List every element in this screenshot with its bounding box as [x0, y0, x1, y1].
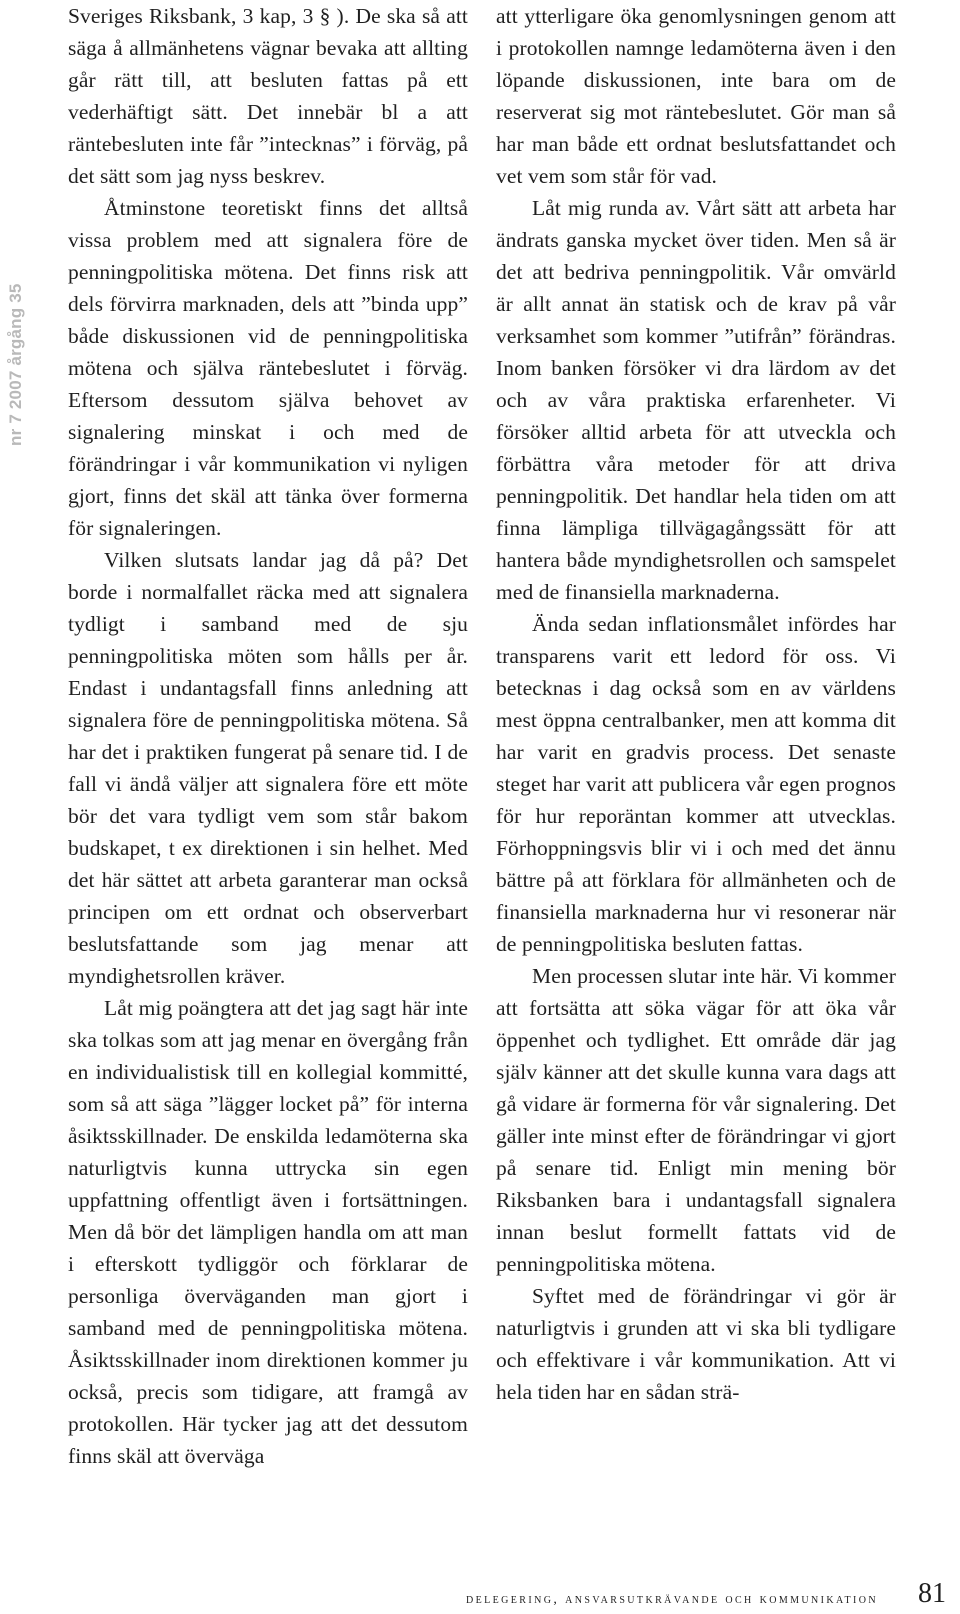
right-text-column	[496, 0, 896, 1408]
body-paragraph: Låt mig runda av. Vårt sätt att arbeta har ändrats ganska mycket över tiden. Men så är det att bedriva penningpolitik. Vår omvärld är allt annat än statisk och de krav på vår verksamhet som kommer ”utifrån” förändras. Inom banken försöker vi dra lärdom av det och av våra praktiska erfarenheter. Vi försöker alltid arbeta för att utveckla och förbättra våra metoder för att driva penningpolitik. Det handlar hela tiden om att finna lämpliga tillvägagångssätt för att hantera både myndighetsrollen och samspelet med de finansiella marknaderna.	[496, 196, 896, 604]
page-number: 81	[918, 1578, 946, 1609]
body-paragraph: Vilken slutsats landar jag då på? Det borde i normalfallet räcka med att signalera tydligt i samband med de sju penningpolitiska möten som hålls per år. Endast i undantagsfall finns anledning att signalera före de penningpolitiska mötena. Så har det i praktiken fungerat på senare tid. I de fall vi ändå väljer att signalera före ett möte bör det vara tydligt vem som står bakom budskapet, t ex direktionen i sin helhet. Med det här sättet att arbeta garanterar man också principen om ett ordnat och observerbart beslutsfattande som jag menar att myndighetsrollen kräver.	[68, 548, 468, 988]
journal-issue-label: nr 7 2007 årgång 35	[6, 283, 25, 447]
running-title: delegering, ansvarsutkrävande och kommunikation	[466, 1592, 878, 1607]
body-paragraph: Syftet med de förändringar vi gör är naturligtvis i grunden att vi ska bli tydligare och effektivare i vår kommunikation. Att vi hela tiden har en sådan strä-	[496, 1284, 896, 1404]
body-paragraph: Ända sedan inflationsmålet infördes har transparens varit ett ledord för oss. Vi betecknas i dag också som en av världens mest öppna centralbanker, men att komma dit har varit en gradvis process. Det senaste steget har varit att publicera vår egen prognos för hur reporäntan kommer att utvecklas. Förhoppningsvis blir vi i och med det ännu bättre på att förklara för allmänheten och de finansiella marknaderna hur vi resonerar när de penningpolitiska besluten fattas.	[496, 612, 896, 956]
body-paragraph: Åtminstone teoretiskt finns det alltså vissa problem med att signalera före de penningpolitiska mötena. Det finns risk att dels förvirra marknaden, dels att ”binda upp” både diskussionen vid de penningpolitiska mötena och själva räntebeslutet i förväg. Eftersom dessutom själva behovet av signalering minskat i och med de förändringar i vår kommunikation vi nyligen gjort, finns det skäl att tänka över formerna för signaleringen.	[68, 196, 468, 540]
body-paragraph: Sveriges Riksbank, 3 kap, 3 § ). De ska så att säga å allmänhetens vägnar bevaka att allting går rätt till, att besluten fattas på ett vederhäftigt sätt. Det innebär bl a att räntebesluten inte får ”intecknas” i förväg, på det sätt som jag nyss beskrev.	[68, 4, 468, 188]
page-footer	[0, 1578, 960, 1614]
left-text-column	[68, 0, 468, 1472]
body-paragraph: att ytterligare öka genomlysningen genom att i protokollen namnge ledamöterna även i den löpande diskussionen, inte bara om de reserverat sig mot räntebeslutet. Gör man så har man både ett ordnat beslutsfattandet och vet vem som står för vad.	[496, 4, 896, 188]
body-paragraph: Låt mig poängtera att det jag sagt här inte ska tolkas som att jag menar en övergång från en individualistisk till en kollegial kommitté, som så att säga ”lägger locket på” för interna åsiktsskillnader. De enskilda ledamöterna ska naturligtvis kunna uttrycka sin egen uppfattning offentligt även i fortsättningen. Men då bör det lämpligen handla om att man i efterskott tydliggör och förklarar de personliga överväganden man gjort i samband med de penningpolitiska mötena. Åsiktsskillnader inom direktionen kommer ju också, precis som tidigare, att framgå av protokollen. Här tycker jag att det dessutom finns skäl att överväga	[68, 996, 468, 1468]
body-paragraph: Men processen slutar inte här. Vi kommer att fortsätta att söka vägar för att öka vår öppenhet och tydlighet. Ett område där jag själv känner att det skulle kunna vara dags att gå vidare är formerna för vår signalering. Det gäller inte minst efter de förändringar vi gjort på senare tid. Enligt min mening bör Riksbanken bara i undantagsfall signalera innan beslut formellt fattats vid de penningpolitiska mötena.	[496, 964, 896, 1276]
